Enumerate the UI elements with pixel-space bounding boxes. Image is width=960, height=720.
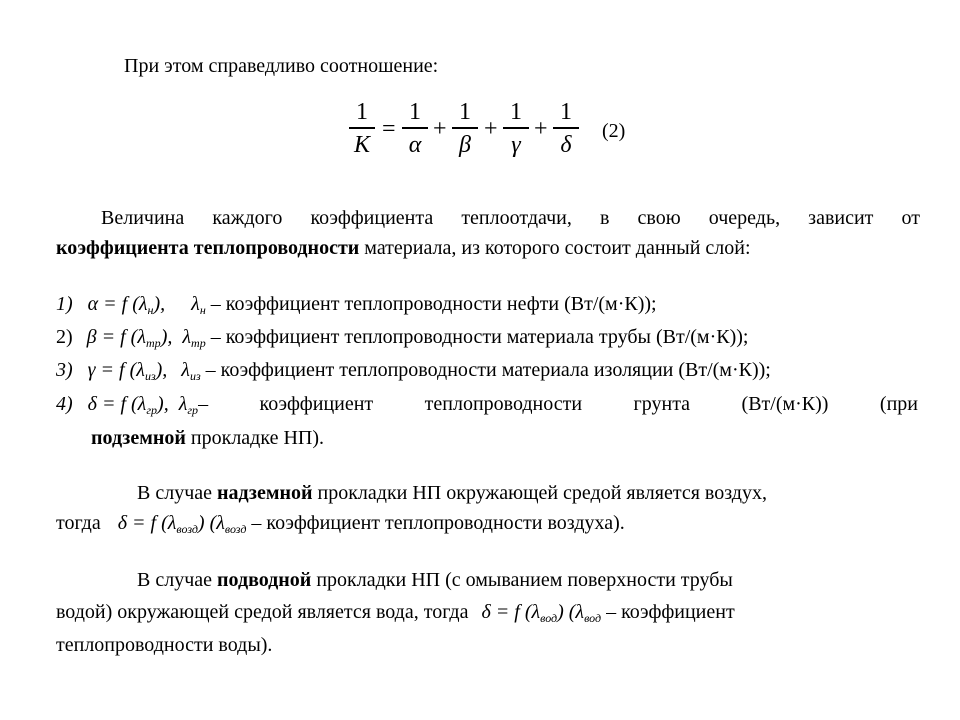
item-formula-close: ), [153, 293, 166, 315]
subscript: возд [176, 522, 198, 536]
subscript: н [147, 303, 154, 317]
item-formula-close: ), [160, 326, 173, 348]
subscript: возд [224, 522, 247, 536]
numerator: 1 [409, 99, 421, 125]
list-item-2 [56, 325, 748, 355]
item-formula: δ = f (λ [87, 393, 147, 415]
fraction-bar [553, 127, 579, 129]
bold-term: подземной [91, 427, 186, 449]
fraction-1-over-delta [553, 98, 579, 160]
lambda-symbol: λ [191, 293, 200, 315]
paragraph-text: прокладки НП (с омыванием поверхности трубы [311, 569, 733, 591]
subscript: н [199, 303, 206, 317]
numerator: 1 [510, 99, 522, 125]
paragraph-3-line-1 [137, 568, 733, 592]
list-item-4-continuation [91, 426, 324, 450]
paragraph-text: – коэффициент теплопроводности воздуха). [246, 512, 625, 534]
subscript: из [189, 369, 201, 383]
item-text: – коэффициент теплопроводности нефти (Вт/(м·К)); [205, 293, 657, 315]
fraction-1-over-alpha [402, 98, 428, 160]
bold-term: подводной [217, 569, 312, 591]
numerator: 1 [356, 99, 368, 125]
plus-sign: + [534, 116, 548, 142]
item-text: – коэффициент теплопроводности материала трубы (Вт/(м·К)); [205, 326, 749, 348]
inline-formula-close: ) (λ [557, 601, 585, 623]
fraction-bar [503, 127, 529, 129]
paragraph-1-line-1: Величина каждого коэффициента теплоотдачи, в свою очередь, зависит от [101, 207, 920, 229]
paragraph-text: В случае [137, 482, 218, 504]
item-text: прокладке НП). [185, 427, 325, 449]
subscript: гр [187, 403, 199, 417]
paragraph-1-line-2 [56, 236, 751, 260]
paragraph-3-line-2 [56, 600, 735, 630]
inline-formula-close: ) (λ [197, 512, 225, 534]
lambda-symbol: λ [178, 393, 188, 415]
lambda-symbol: λ [182, 326, 192, 348]
paragraph-text: тогда [56, 512, 106, 534]
item-formula-close: ), [157, 393, 169, 415]
intro-text: При этом справедливо соотношение: [124, 55, 439, 77]
subscript: из [144, 369, 156, 383]
subscript: гр [146, 403, 158, 417]
item-text: – коэффициент теплопроводности грунта (Вт/(м·К)) (при [198, 393, 918, 415]
numerator: 1 [459, 99, 471, 125]
numerator: 1 [560, 99, 572, 125]
fraction-1-over-beta [452, 98, 478, 160]
paragraph-2-line-2 [56, 511, 625, 541]
heat-transfer-formula [345, 98, 645, 168]
item-formula-close: ), [155, 359, 168, 381]
fraction-1-over-k [349, 98, 375, 160]
fraction-bar [349, 127, 375, 129]
list-item-3 [56, 358, 771, 388]
paragraph-2-line-1 [137, 481, 767, 505]
item-text: – коэффициент теплопроводности материала изоляции (Вт/(м·К)); [200, 359, 771, 381]
plus-sign: + [484, 116, 498, 142]
denominator: δ [560, 131, 572, 158]
fraction-1-over-gamma [503, 98, 529, 160]
paragraph-text: прокладки НП окружающей средой является воздух, [312, 482, 767, 504]
paragraph-text: материала, из которого состоит данный слой: [359, 237, 751, 259]
bold-term: надземной [217, 482, 313, 504]
denominator: β [459, 131, 471, 158]
paragraph-text: – коэффициент [601, 601, 735, 623]
equals-sign: = [382, 116, 396, 142]
subscript: вод [540, 611, 558, 625]
subscript: вод [584, 611, 602, 625]
paragraph-text: водой) окружающей средой является вода, тогда [56, 601, 474, 623]
plus-sign: + [433, 116, 447, 142]
inline-formula: δ = f (λ [481, 601, 541, 623]
paragraph-3-line-3: теплопроводности воды). [56, 634, 273, 656]
list-item-1 [56, 292, 657, 322]
lambda-symbol: λ [181, 359, 190, 381]
denominator: K [353, 131, 370, 158]
denominator: α [408, 131, 422, 158]
item-number: 1) [56, 293, 73, 315]
item-formula: γ = f (λ [87, 359, 145, 381]
paragraph-text: В случае [137, 569, 218, 591]
subscript: тр [146, 336, 161, 350]
fraction-bar [402, 127, 428, 129]
bold-term: коэффициента теплопроводности [56, 237, 360, 259]
item-formula: β = f (λ [86, 326, 147, 348]
item-number: 2) [56, 326, 73, 348]
item-number: 3) [56, 359, 73, 381]
item-number-and-formula [56, 392, 198, 422]
subscript: тр [191, 336, 206, 350]
denominator: γ [511, 131, 521, 158]
fraction-bar [452, 127, 478, 129]
item-formula: α = f (λ [87, 293, 148, 315]
inline-formula: δ = f (λ [117, 512, 177, 534]
item-number: 4) [56, 393, 73, 415]
list-item-4 [56, 392, 918, 422]
equation-number: (2) [602, 120, 626, 142]
